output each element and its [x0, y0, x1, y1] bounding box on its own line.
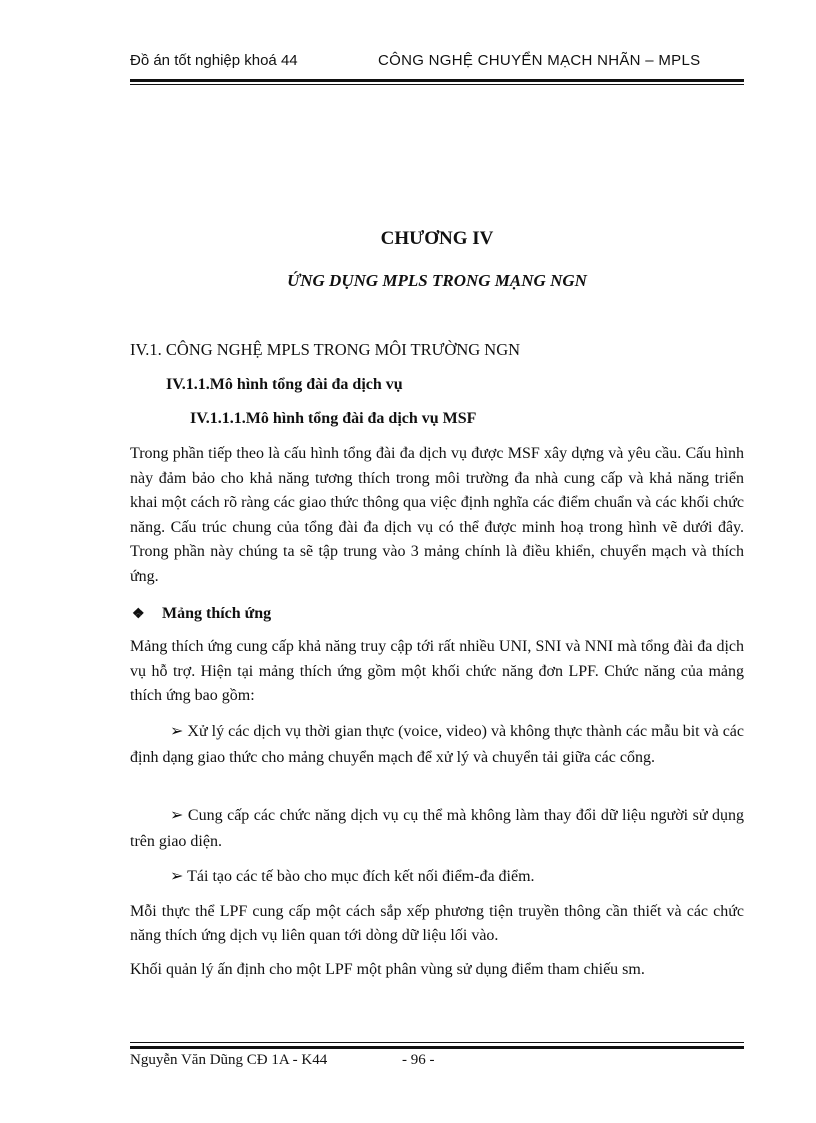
arrow-bullet-icon: ➢: [170, 807, 184, 824]
paragraph-management: Khối quản lý ấn định cho một LPF một phân vùng sử dụng điểm tham chiếu sm.: [130, 961, 645, 978]
paragraph-intro: Trong phần tiếp theo là cấu hình tổng đài đa dịch vụ được MSF xây dựng và yêu cầu. Cấu hình này đảm bảo cho khả năng tương thích trong môi trường đa nhà cung cấp và khả năng triển khai một cách rõ ràng các giao thức thông qua việc định nghĩa các điểm chuẩn và các khối chức năng. Cấu trúc chung của tổng đài đa dịch vụ có thể được minh hoạ trong hình vẽ dưới đây. Trong phần này chúng ta sẽ tập trung vào 3 mảng chính là điều khiển, chuyển mạch và thích ứng.: [130, 445, 744, 585]
list-item-text: Xử lý các dịch vụ thời gian thực (voice, video) và không thực thành các mẫu bit và các định dạng giao thức cho mảng chuyển mạch để xử lý và chuyển tải giữa các cổng.: [130, 723, 745, 766]
arrow-bullet-icon: ➢: [170, 723, 184, 740]
arrow-bullet-icon: ➢: [170, 868, 184, 885]
page-header: [130, 52, 744, 76]
footer-author: Nguyễn Văn Dũng CĐ 1A - K44: [130, 1052, 328, 1068]
subsubsection-heading: IV.1.1.1.Mô hình tổng đài đa dịch vụ MSF: [190, 410, 477, 427]
list-item: [130, 803, 744, 855]
chapter-title: CHƯƠNG IV: [380, 228, 494, 249]
diamond-bullet-icon: ❖: [132, 607, 145, 622]
paragraph-adaptation: Mảng thích ứng cung cấp khả năng truy cập tới rất nhiều UNI, SNI và NNI mà tổng đài đa dịch vụ hỗ trợ. Hiện tại mảng thích ứng gồm một khối chức năng đơn LPF. Chức năng của mảng thích ứng bao gồm:: [130, 638, 744, 704]
bullet-heading: [132, 605, 271, 623]
list-item-text: Cung cấp các chức năng dịch vụ cụ thể mà không làm thay đổi dữ liệu người sử dụng trên giao diện.: [130, 807, 745, 850]
page-number: - 96 -: [402, 1052, 435, 1068]
chapter-subtitle: ỨNG DỤNG MPLS TRONG MẠNG NGN: [287, 271, 587, 290]
header-left-text: Đồ án tốt nghiệp khoá 44: [130, 52, 298, 69]
header-right-text: CÔNG NGHỆ CHUYỂN MẠCH NHÃN – MPLS: [378, 52, 701, 69]
header-rule-thin: [130, 84, 744, 85]
paragraph-lpf: Mỗi thực thể LPF cung cấp một cách sắp xếp phương tiện truyền thông cần thiết và các chức năng thích ứng dịch vụ liên quan tới dòng dữ liệu lối vào.: [130, 903, 744, 944]
footer-rule-thick: [130, 1046, 744, 1049]
list-item-text: Tái tạo các tế bào cho mục đích kết nối điểm-đa điểm.: [187, 868, 535, 885]
header-rule-thick: [130, 79, 744, 82]
footer-rule-thin: [130, 1042, 744, 1043]
list-item: [130, 864, 744, 890]
section-heading: IV.1. CÔNG NGHỆ MPLS TRONG MÔI TRƯỜNG NGN: [130, 340, 521, 359]
list-item: [130, 719, 744, 771]
bullet-heading-text: Mảng thích ứng: [162, 605, 272, 622]
subsection-heading: IV.1.1.Mô hình tổng đài đa dịch vụ: [166, 376, 403, 393]
